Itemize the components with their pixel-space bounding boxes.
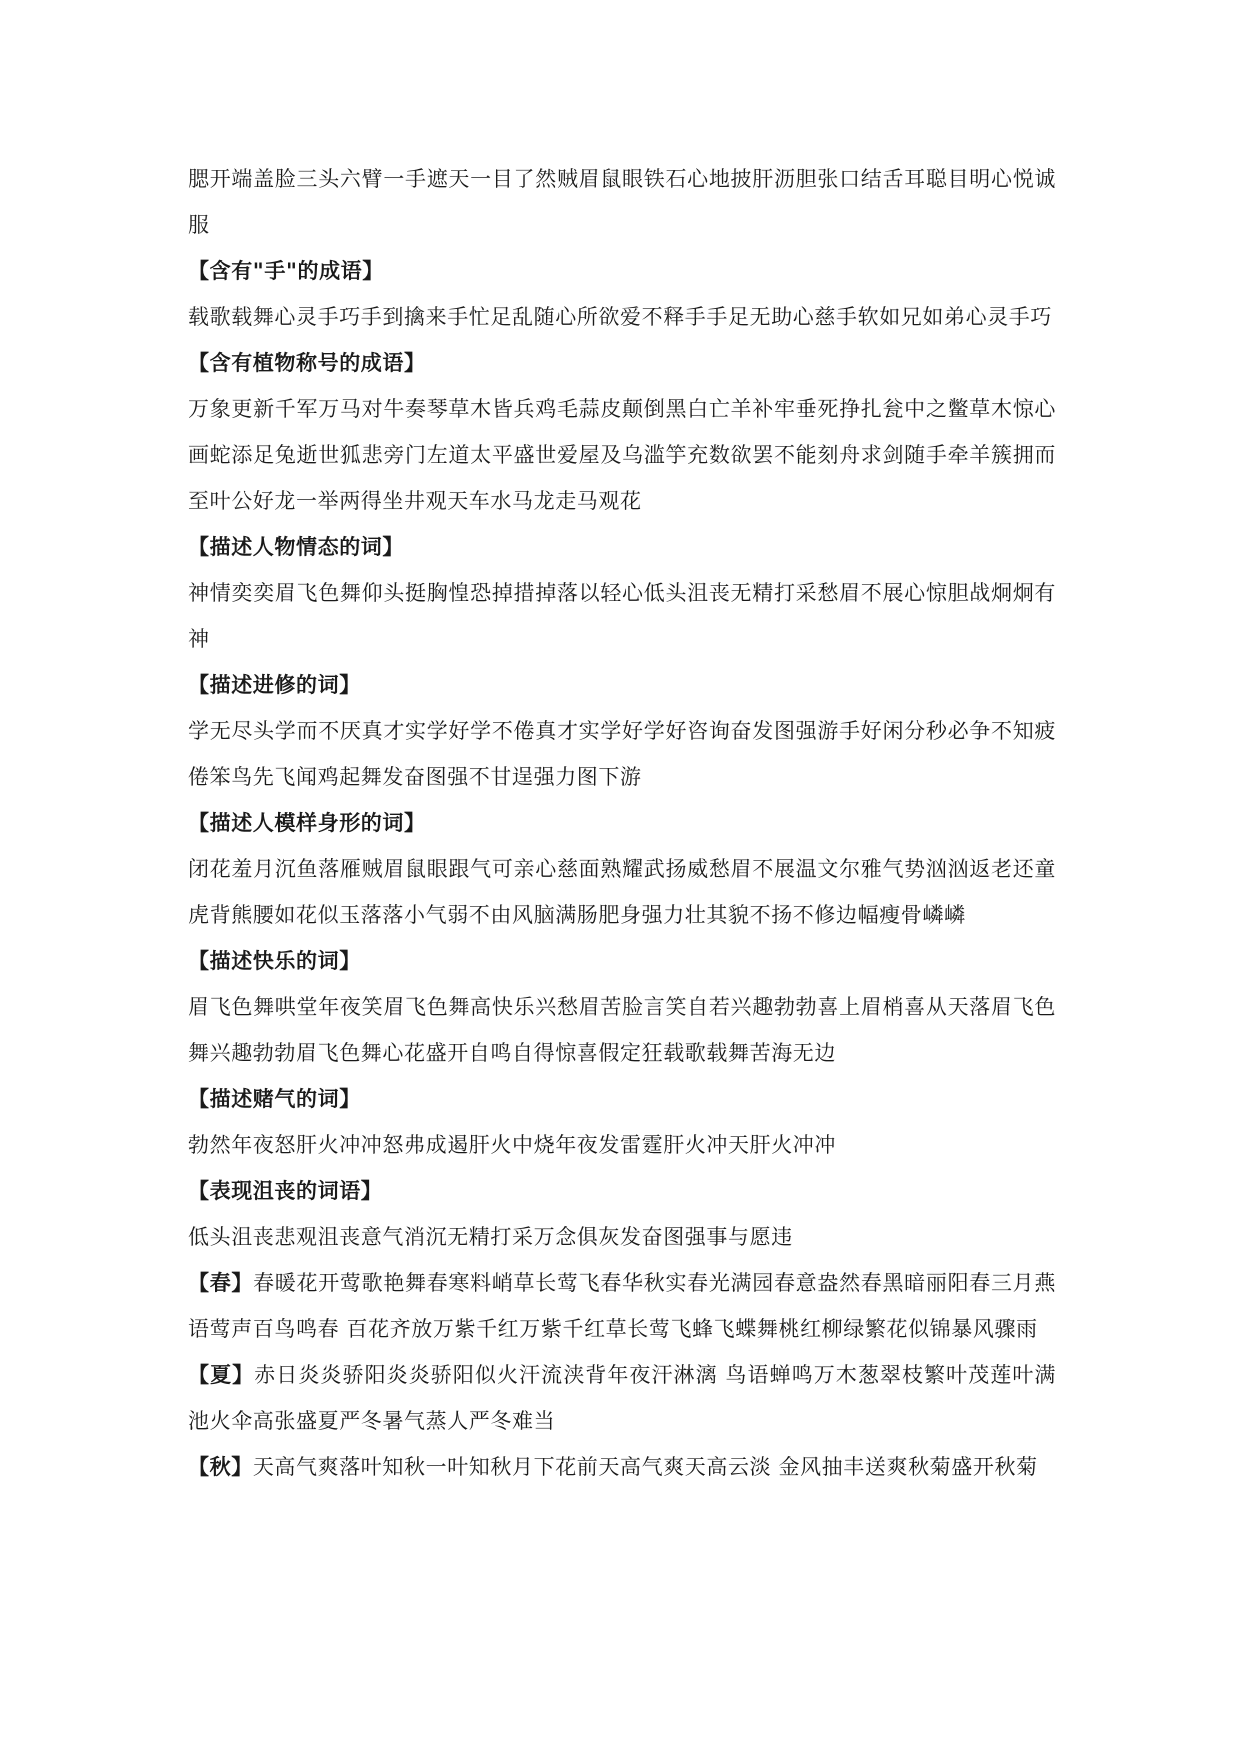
section-heading: 【含有"手"的成语】: [188, 259, 384, 283]
season-spring-paragraph: [188, 1260, 1056, 1352]
section-heading: 【含有植物称号的成语】: [188, 351, 426, 375]
idiom-list: 腮开端盖脸三头六臂一手遮天一目了然贼眉鼠眼铁石心地披肝沥胆张口结舌耳聪目明心悦诚服: [188, 167, 1056, 237]
season-summer-paragraph: [188, 1352, 1056, 1444]
idiom-list: 万象更新千军万马对牛奏琴草木皆兵鸡毛蒜皮颠倒黑白亡羊补牢垂死挣扎瓮中之鳖草木惊心画蛇添足兔逝世狐悲旁门左道太平盛世爱屋及乌滥竽充数欲罢不能刻舟求剑随手牵羊簇拥而至叶公好龙一举两得坐井观天车水马龙走马观花: [188, 397, 1056, 513]
idiom-list: 学无尽头学而不厌真才实学好学不倦真才实学好学好咨询奋发图强游手好闲分秒必争不知疲倦笨鸟先飞闻鸡起舞发奋图强不甘逞强力图下游: [188, 719, 1056, 789]
season-idioms: 春暖花开莺歌艳舞春寒料峭草长莺飞春华秋实春光满园春意盎然春黑暗丽阳春三月燕语莺声百鸟鸣春 百花齐放万紫千红万紫千红草长莺飞蜂飞蝶舞桃红柳绿繁花似锦暴风骤雨: [188, 1271, 1056, 1341]
season-tag: 【春】: [188, 1271, 254, 1295]
section-heading: 【描述人模样身形的词】: [188, 811, 426, 835]
section-heading: 【描述人物情态的词】: [188, 535, 404, 559]
section-heading: 【表现沮丧的词语】: [188, 1179, 383, 1203]
section-heading: 【描述赌气的词】: [188, 1087, 361, 1111]
season-tag: 【夏】: [188, 1363, 255, 1387]
season-autumn-paragraph: [188, 1444, 1056, 1490]
idiom-list: 勃然年夜怒肝火冲冲怒弗成遏肝火中烧年夜发雷霆肝火冲天肝火冲冲: [188, 1133, 836, 1157]
season-idioms: 天高气爽落叶知秋一叶知秋月下花前天高气爽天高云淡 金风抽丰送爽秋菊盛开秋菊: [252, 1455, 1038, 1479]
document-body: [188, 156, 1056, 1490]
season-tag: 【秋】: [188, 1455, 253, 1479]
section-heading: 【描述快乐的词】: [188, 949, 361, 973]
idiom-list: 低头沮丧悲观沮丧意气消沉无精打采万念俱灰发奋图强事与愿违: [188, 1225, 793, 1249]
season-idioms: 赤日炎炎骄阳炎炎骄阳似火汗流浃背年夜汗淋漓 鸟语蝉鸣万木葱翠枝繁叶茂莲叶满池火伞高张盛夏严冬暑气蒸人严冬难当: [188, 1363, 1056, 1433]
section-heading: 【描述进修的词】: [188, 673, 361, 697]
idiom-list: 眉飞色舞哄堂年夜笑眉飞色舞高快乐兴愁眉苦脸言笑自若兴趣勃勃喜上眉梢喜从天落眉飞色舞兴趣勃勃眉飞色舞心花盛开自鸣自得惊喜假定狂载歌载舞苦海无边: [188, 995, 1056, 1065]
idiom-list: 闭花羞月沉鱼落雁贼眉鼠眼跟气可亲心慈面熟耀武扬威愁眉不展温文尔雅气势汹汹返老还童虎背熊腰如花似玉落落小气弱不由风脑满肠肥身强力壮其貌不扬不修边幅瘦骨嶙嶙: [188, 857, 1056, 927]
idiom-list: 载歌载舞心灵手巧手到擒来手忙足乱随心所欲爱不释手手足无助心慈手软如兄如弟心灵手巧: [188, 305, 1052, 329]
idiom-list: 神情奕奕眉飞色舞仰头挺胸惶恐掉措掉落以轻心低头沮丧无精打采愁眉不展心惊胆战炯炯有神: [188, 581, 1056, 651]
